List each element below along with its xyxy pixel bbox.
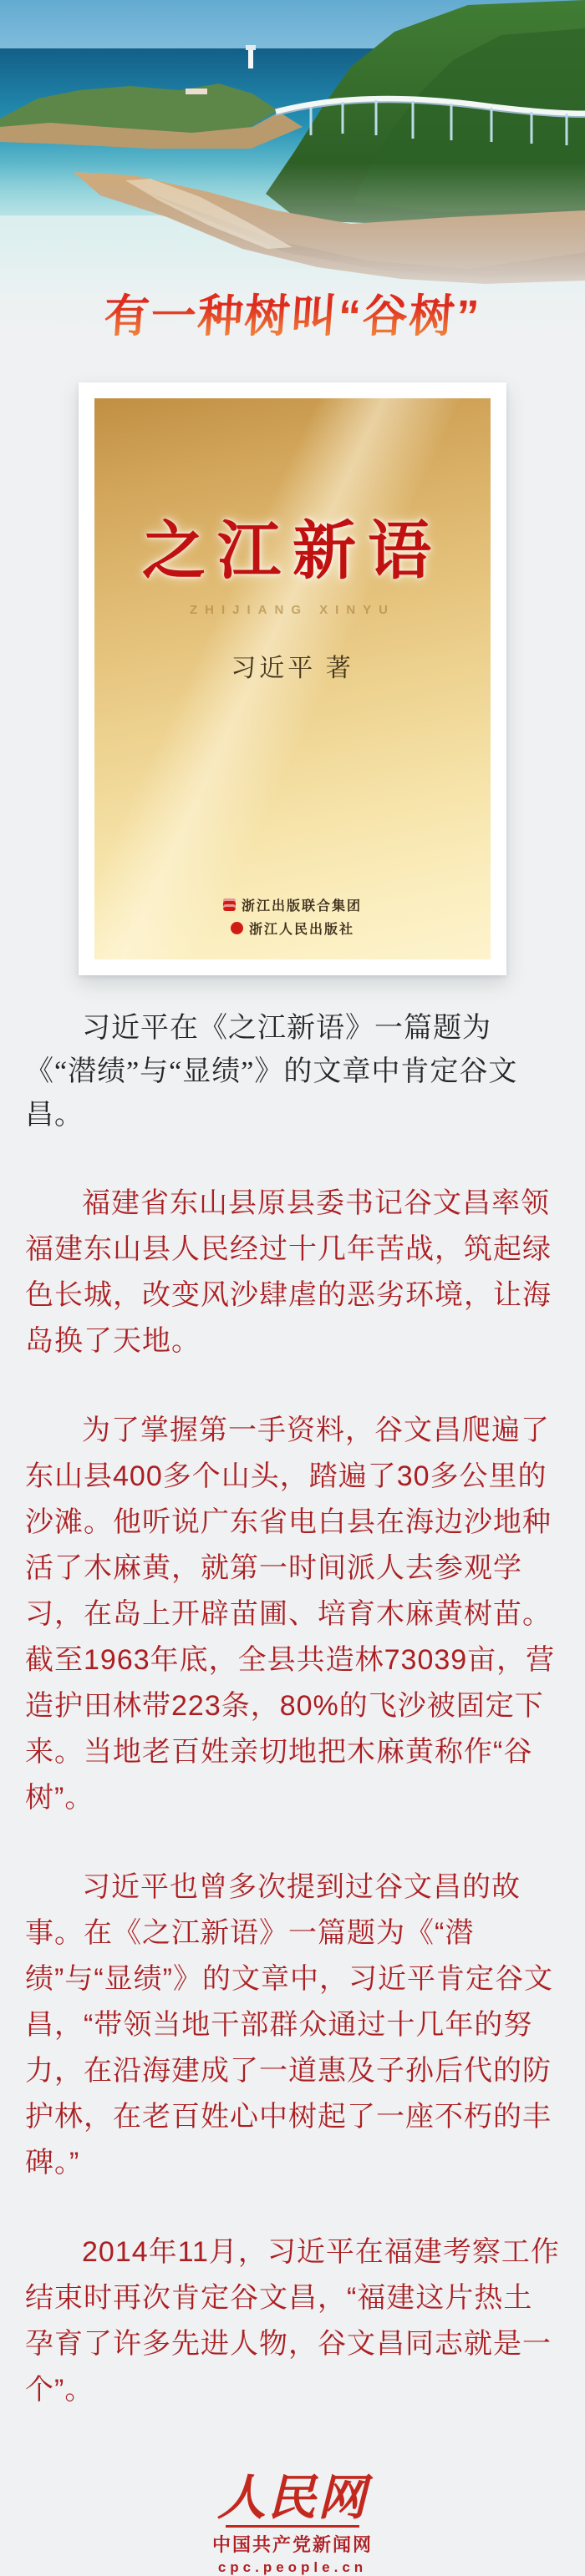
book-title: 之江新语 [142,517,443,587]
publisher-group-logo-icon [223,898,236,911]
publisher-logo-icon [231,922,243,934]
book-title-pinyin: ZHIJIANG XINYU [189,603,395,617]
article-paragraph-3: 习近平也曾多次提到过谷文昌的故事。在《之江新语》一篇题为《“潜绩”与“显绩”》的文章中，习近平肯定谷文昌，“带领当地干部群众通过十几年的努力，在沿海建成了一道惠及子孙后代的防护林，在老百姓心中树起了一座不朽的丰碑。” [25,1871,553,2179]
book-cover-frame [79,382,506,975]
site-footer [0,2473,585,2576]
book-author: 习近平 著 [231,655,354,682]
article-paragraph-2: 为了掌握第一手资料，谷文昌爬遍了东山县400多个山头，踏遍了30多公里的沙滩。他听说广东省电白县在海边沙地种活了木麻黄，就第一时间派人去参观学习，在岛上开辟苗圃、培育木麻黄树苗。截至1963年底，全县共造林73039亩，营造护田林带223条，80%的飞沙被固定下来。当地老百姓亲切地把木麻黄称作“谷树”。 [25,1415,556,1814]
publisher-row [231,919,354,938]
intro-paragraph: 习近平在《之江新语》一篇题为《“潜绩”与“显绩”》的文章中肯定谷文昌。 [25,1013,518,1131]
page-title: 有一种树叫“谷树” [0,281,585,345]
site-url: cpc.people.cn [217,2559,368,2575]
logo-underline [226,2525,359,2528]
site-name: 中国共产党新闻网 [211,2534,373,2555]
article-paragraph-1: 福建省东山县原县委书记谷文昌率领福建东山县人民经过十几年苦战，筑起绿色长城，改变风沙肆虐的恶劣环境，让海岛换了天地。 [25,1187,552,1357]
publisher-group-row [223,895,362,914]
publisher-name: 浙江人民出版社 [248,923,354,937]
peoples-daily-logo: 人民网 [216,2471,368,2525]
article-paragraph-4: 2014年11月，习近平在福建考察工作结束时再次肯定谷文昌，“福建这片热土孕育了许多先进人物，谷文昌同志就是一个”。 [25,2236,560,2406]
hero-coastal-photo [0,0,585,359]
book-cover [94,398,491,959]
publisher-group-name: 浙江出版联合集团 [241,899,362,913]
publisher-block [94,895,491,938]
